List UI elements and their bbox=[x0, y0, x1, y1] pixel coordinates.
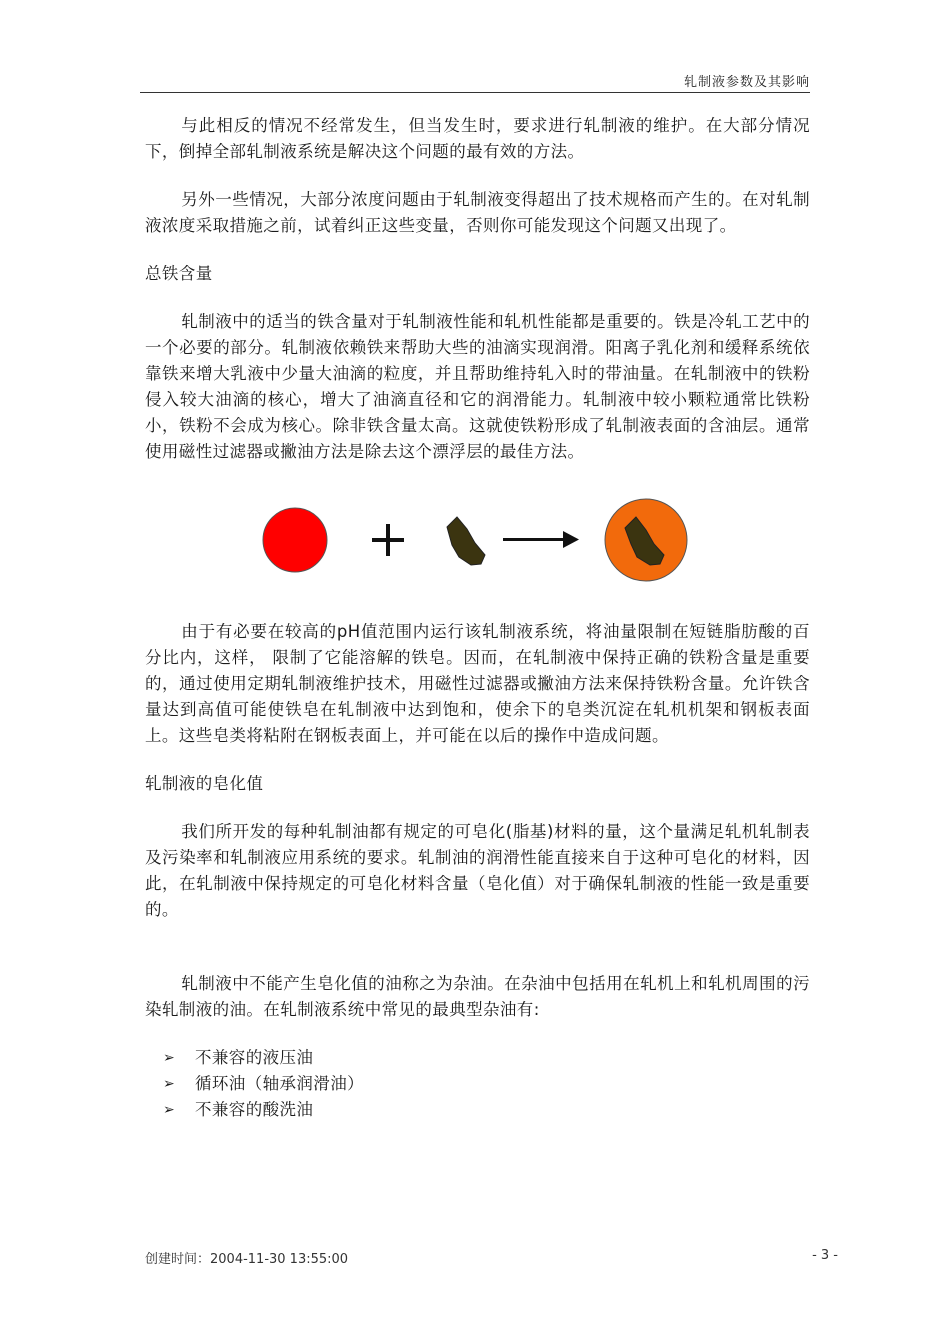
section-heading-iron: 总铁含量 bbox=[145, 264, 213, 283]
paragraph: 另外一些情况，大部分浓度问题由于轧制液变得超出了技术规格而产生的。在对轧制液浓度采取措施之前，试着纠正这些变量，否则你可能发现这个问题又出现了。 bbox=[145, 190, 810, 235]
list-item-text: 不兼容的酸洗油 bbox=[195, 1100, 314, 1119]
bullet-arrow-icon: ➢ bbox=[163, 1050, 176, 1066]
iron-particle-icon bbox=[447, 517, 485, 565]
document-body bbox=[145, 113, 810, 1123]
bullet-arrow-icon: ➢ bbox=[163, 1076, 176, 1092]
list-item-text: 不兼容的液压油 bbox=[195, 1048, 314, 1067]
arrow-right-icon bbox=[503, 531, 579, 548]
paragraph: 轧制液中不能产生皂化值的油称之为杂油。在杂油中包括用在轧机上和轧机周围的污染轧制液的油。在轧制液系统中常见的最典型杂油有: bbox=[145, 974, 810, 1019]
list-item bbox=[145, 1045, 810, 1071]
bullet-arrow-icon: ➢ bbox=[163, 1102, 176, 1118]
paragraph: 与此相反的情况不经常发生，但当发生时，要求进行轧制液的维护。在大部分情况下，倒掉全部轧制液系统是解决这个问题的最有效的方法。 bbox=[145, 116, 810, 161]
running-header: 轧制液参数及其影响 bbox=[683, 75, 810, 90]
tramp-oil-list bbox=[145, 1045, 810, 1123]
list-item bbox=[145, 1097, 810, 1123]
header-rule bbox=[140, 92, 810, 93]
page-number: - 3 - bbox=[812, 1248, 838, 1263]
paragraph: 轧制液中的适当的铁含量对于轧制液性能和轧机性能都是重要的。铁是冷轧工艺中的一个必要的部分。轧制液依赖铁来帮助大些的油滴实现润滑。阳离子乳化剂和缓释系统依靠铁来增大乳液中少量大油滴的粒度，并且帮助维持轧入时的带油量。在轧制液中的铁粉侵入较大油滴的核心，增大了油滴直径和它的润滑能力。轧制液中较小颗粒通常比铁粉小，铁粉不会成为核心。除非铁含量太高。这就使铁粉形成了轧制液表面的含油层。通常使用磁性过滤器或撇油方法是除去这个漂浮层的最佳方法。 bbox=[145, 312, 810, 461]
list-item bbox=[145, 1071, 810, 1097]
footer-created-time: 创建时间：2004-11-30 13:55:00 bbox=[145, 1252, 349, 1267]
figure-svg bbox=[145, 485, 810, 605]
paragraph: 我们所开发的每种轧制油都有规定的可皂化(脂基)材料的量，这个量满足轧机轧制表及污染率和轧制液应用系统的要求。轧制油的润滑性能直接来自于这种可皂化的材料，因此，在轧制液中保持规定的可皂化材料含量（皂化值）对于确保轧制液的性能一致是重要的。 bbox=[145, 822, 810, 919]
paragraph: 由于有必要在较高的pH值范围内运行该轧制液系统，将油量限制在短链脂肪酸的百分比内，这样， 限制了它能溶解的铁皂。因而，在轧制液中保持正确的铁粉含量是重要的，通过使用定期轧制液维护技术，用磁性过滤器或撇油方法来保持铁粉含量。允许铁含量达到高值可能使铁皂在轧制液中达到饱和，使余下的皂类沉淀在轧机机架和钢板表面上。这些皂类将粘附在钢板表面上，并可能在以后的操作中造成问题。 bbox=[145, 622, 810, 745]
iron-core-figure bbox=[145, 485, 810, 605]
list-item-text: 循环油（轴承润滑油） bbox=[195, 1074, 364, 1093]
section-heading-saponification: 轧制液的皂化值 bbox=[145, 774, 264, 793]
oil-droplet-icon bbox=[263, 508, 327, 572]
plus-icon bbox=[372, 524, 404, 556]
